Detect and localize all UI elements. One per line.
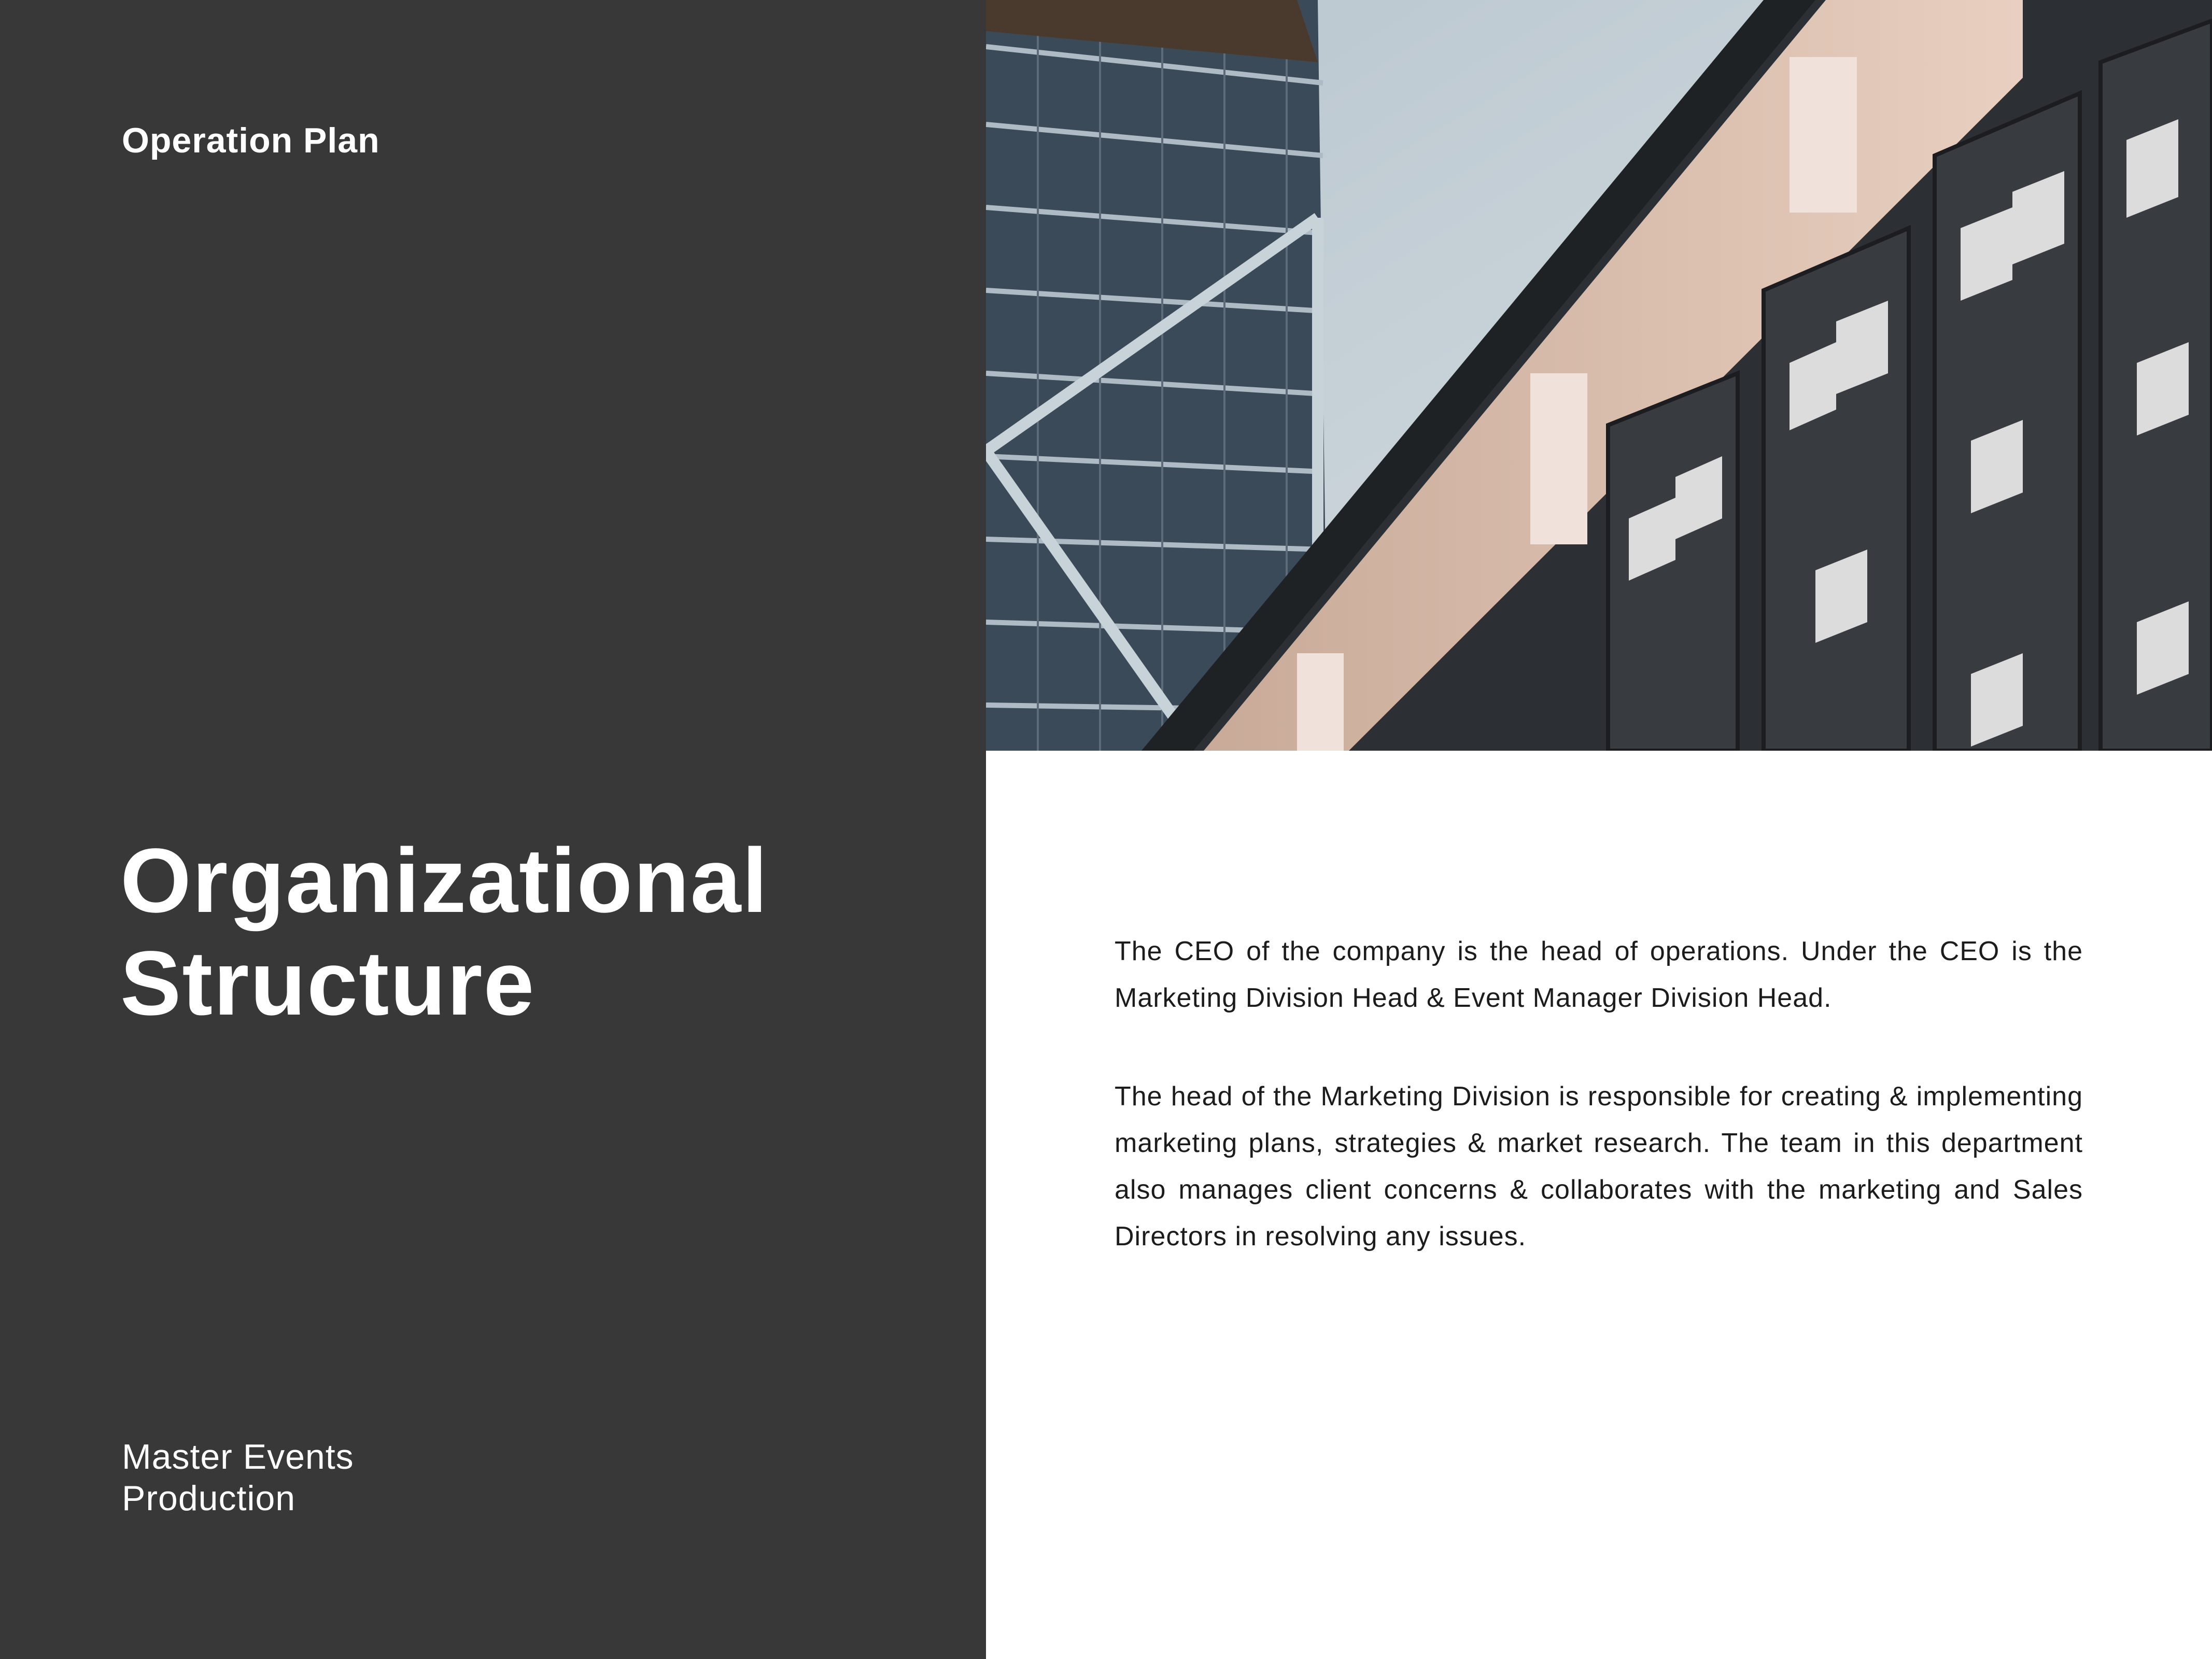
section-label: Operation Plan [122, 121, 380, 160]
paragraph-ceo: The CEO of the company is the head of operations. Under the CEO is the Marketing Division Head & Event Manager Division Head. [1115, 936, 2083, 1013]
company-name-line-1: Master Events [122, 1437, 354, 1477]
page-title-line-1: Organizational [120, 830, 769, 932]
page-title [120, 830, 950, 1035]
building-facade-illustration [986, 0, 2212, 751]
page-title-line-2: Structure [120, 933, 536, 1034]
building-photo [986, 0, 2212, 751]
company-name [122, 1436, 588, 1519]
left-panel [0, 0, 986, 1659]
company-name-line-2: Production [122, 1479, 296, 1518]
body-text [1115, 928, 2083, 1312]
paragraph-marketing: The head of the Marketing Division is responsible for creating & implementing marketing plans, strategies & market research. The team in this department also manages client concerns & collaborates with the marketing and Sales Directors in resolving any issues. [1115, 1081, 2083, 1252]
